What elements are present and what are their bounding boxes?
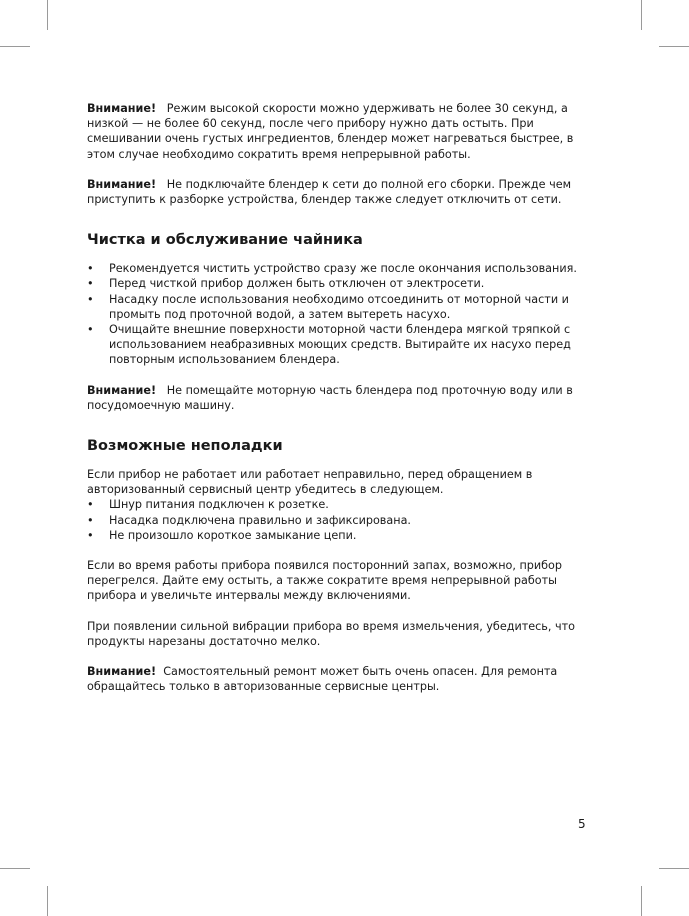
warning-text: Не подключайте блендер к сети до полной его сборки. Прежде чем приступить к разборке устройства, блендер также следует отключить от сети. xyxy=(87,177,572,207)
crop-mark-bottom-right-horizontal xyxy=(659,868,689,869)
crop-mark-top-left-horizontal xyxy=(0,46,30,47)
troubleshooting-intro: Если прибор не работает или работает неправильно, перед обращением в авторизованный сервисный центр убедитесь в следующем. xyxy=(87,468,533,497)
troubleshooting-list xyxy=(87,497,597,543)
list-item: • Не произошло короткое замыкание цепи. xyxy=(87,528,597,543)
list-item: • Перед чисткой прибор должен быть отключен от электросети. xyxy=(87,276,597,291)
crop-mark-bottom-left-vertical xyxy=(47,886,48,916)
warning-text: Самостоятельный ремонт может быть очень опасен. Для ремонта обращайтесь только в авторизованные сервисные центры. xyxy=(87,665,558,694)
crop-mark-top-right-vertical xyxy=(641,0,642,30)
warning-speed xyxy=(87,101,597,162)
list-item: • Насадка подключена правильно и зафиксирована. xyxy=(87,513,597,528)
cleaning-list xyxy=(87,261,597,367)
list-item: • Насадку после использования необходимо отсоединить от моторной части и промыть под проточной водой, а затем вытереть насухо. xyxy=(87,292,597,322)
section-heading-cleaning: Чистка и обслуживание чайника xyxy=(87,232,363,249)
troubleshooting-smell: Если во время работы прибора появился посторонний запах, возможно, прибор перегрелся. Дайте ему остыть, а также сократите время непрерывной работы прибора и увеличьте интервалы между включениями. xyxy=(87,559,562,603)
warning-water xyxy=(87,383,597,413)
warning-assembly xyxy=(87,177,597,207)
warning-text: Не помещайте моторную часть блендера под проточную воду или в посудомоечную машину. xyxy=(87,383,573,412)
crop-mark-top-left-vertical xyxy=(47,0,48,30)
troubleshooting-vibration: При появлении сильной вибрации прибора во время измельчения, убедитесь, что продукты нарезаны достаточно мелко. xyxy=(87,619,575,648)
warning-label: Внимание! xyxy=(87,383,157,397)
crop-mark-top-right-horizontal xyxy=(659,46,689,47)
warning-repair xyxy=(87,664,597,694)
crop-mark-bottom-right-vertical xyxy=(641,886,642,916)
list-item: • Рекомендуется чистить устройство сразу же после окончания использования. xyxy=(87,261,597,276)
crop-mark-bottom-left-horizontal xyxy=(0,868,30,869)
page-content xyxy=(87,101,597,709)
warning-label: Внимание! xyxy=(87,102,157,115)
list-item: • Шнур питания подключен к розетке. xyxy=(87,497,597,512)
warning-label: Внимание! xyxy=(87,665,157,679)
warning-text: Режим высокой скорости можно удерживать не более 30 секунд, а низкой — не более 60 секунд, после чего прибору нужно дать остыть. При смешивании очень густых ингредиентов, блендер может нагреваться быстрее, в этом случае необходимо сократить время непрерывной работы. xyxy=(87,102,574,161)
page-number: 5 xyxy=(578,817,586,831)
list-item: • Очищайте внешние поверхности моторной части блендера мягкой тряпкой с использованием неабразивных моющих средств. Вытирайте их насухо перед повторным использованием блендера. xyxy=(87,322,597,368)
section-heading-troubleshooting: Возможные неполадки xyxy=(87,438,283,455)
warning-label: Внимание! xyxy=(87,177,157,191)
